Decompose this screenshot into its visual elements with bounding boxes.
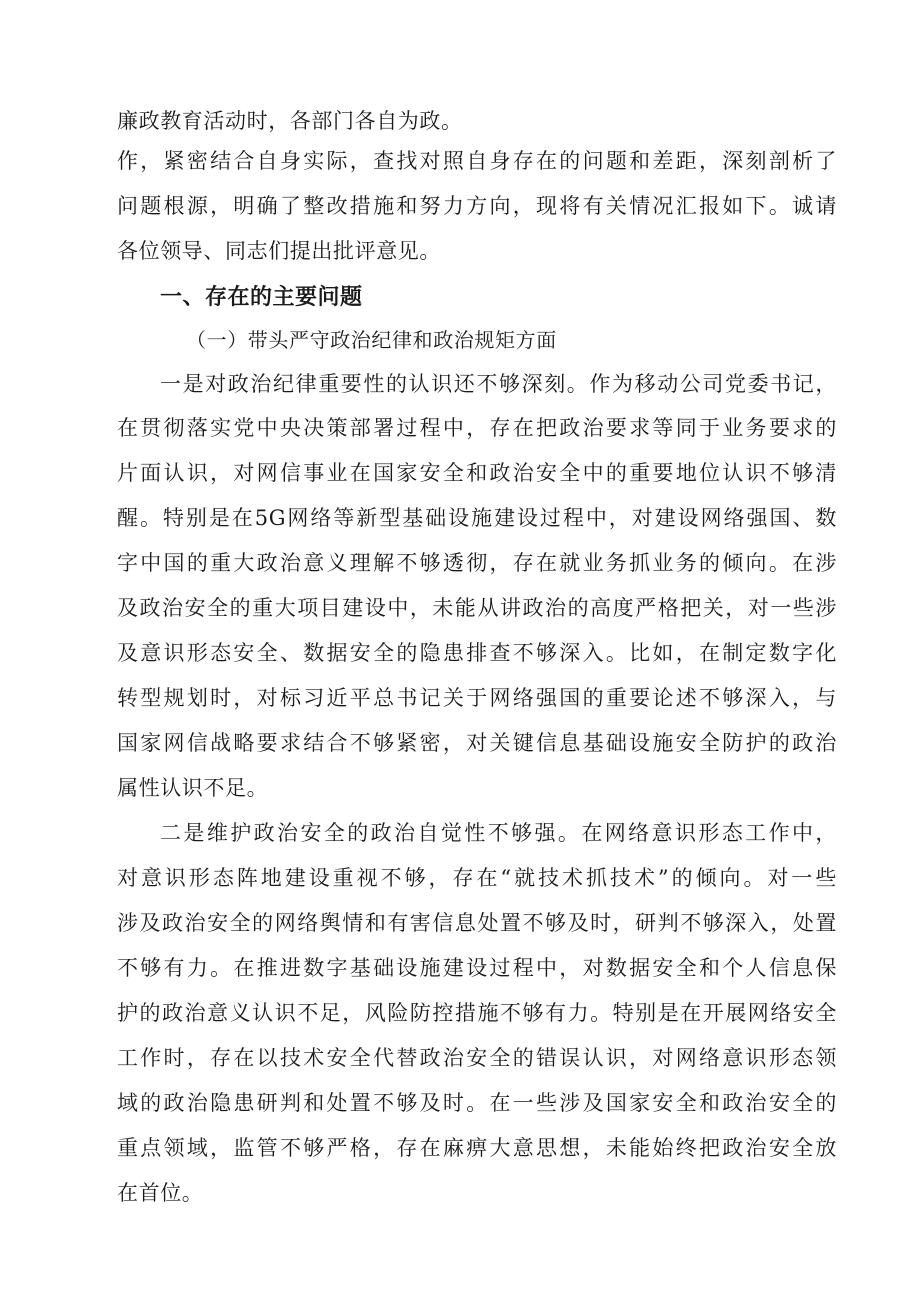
text-line: 不够有力。在推进数字基础设施建设过程中，对数据安全和个人信息保 — [117, 956, 837, 980]
text-line: 属性认识不足。 — [117, 776, 269, 800]
text-line: 在首位。 — [117, 1181, 204, 1205]
section-heading: 一、存在的主要问题 — [160, 285, 363, 310]
text-line: 在贯彻落实党中央决策部署过程中，存在把政治要求等同于业务要求的 — [117, 416, 837, 440]
text-line: 域的政治隐患研判和处置不够及时。在一些涉及国家安全和政治安全的 — [117, 1091, 837, 1115]
text-line: 片面认识，对网信事业在国家安全和政治安全中的重要地位认识不够清 — [117, 461, 837, 485]
text-line: 各位领导、同志们提出批评意见。 — [117, 239, 441, 263]
text-line: 工作时，存在以技术安全代替政治安全的错误认识，对网络意识形态领 — [117, 1046, 837, 1070]
text-line: 问题根源，明确了整改措施和努力方向，现将有关情况汇报如下。诚请 — [117, 194, 837, 218]
text-line: 及意识形态安全、数据安全的隐患排查不够深入。比如，在制定数字化 — [117, 641, 837, 665]
text-line: 涉及政治安全的网络舆情和有害信息处置不够及时，研判不够深入，处置 — [117, 911, 837, 935]
text-line: 一是对政治纪律重要性的认识还不够深刻。作为移动公司党委书记， — [160, 372, 837, 396]
text-line: 醒。特别是在5G网络等新型基础设施建设过程中，对建设网络强国、数 — [117, 506, 837, 530]
text-line: 作，紧密结合自身实际，查找对照自身存在的问题和差距，深刻剖析了 — [117, 149, 837, 173]
text-line: 及政治安全的重大项目建设中，未能从讲政治的高度严格把关，对一些涉 — [117, 596, 837, 620]
subsection-heading: （一）带头严守政治纪律和政治规矩方面 — [186, 328, 557, 352]
text-line: 二是维护政治安全的政治自觉性不够强。在网络意识形态工作中， — [160, 821, 837, 845]
text-line: 护的政治意义认识不足，风险防控措施不够有力。特别是在开展网络安全 — [117, 1001, 837, 1025]
text-line: 廉政教育活动时，各部门各自为政。 — [117, 109, 463, 133]
text-line: 国家网信战略要求结合不够紧密，对关键信息基础设施安全防护的政治 — [117, 731, 837, 755]
text-line: 对意识形态阵地建设重视不够，存在“就技术抓技术”的倾向。对一些 — [117, 866, 837, 890]
text-line: 重点领域，监管不够严格，存在麻痹大意思想，未能始终把政治安全放 — [117, 1136, 837, 1160]
text-line: 字中国的重大政治意义理解不够透彻，存在就业务抓业务的倾向。在涉 — [117, 551, 837, 575]
text-line: 转型规划时，对标习近平总书记关于网络强国的重要论述不够深入，与 — [117, 686, 837, 710]
